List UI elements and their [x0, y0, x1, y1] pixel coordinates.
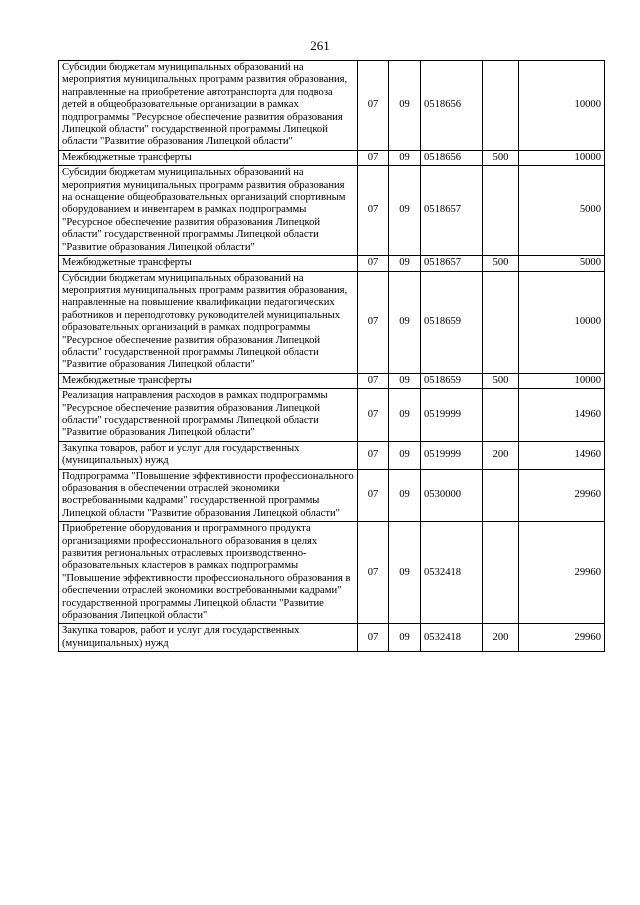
row-target-code: 0519999 [421, 389, 483, 442]
row-description: Реализация направления расходов в рамках подпрограммы "Ресурсное обеспечение развития образования Липецкой области" государственной программы Липецкой области "Развитие образования Липецкой области" [59, 389, 358, 442]
row-expense-type [483, 389, 519, 442]
table-row [59, 271, 605, 373]
row-subsection: 09 [389, 441, 421, 469]
row-subsection: 09 [389, 373, 421, 388]
row-subsection: 09 [389, 150, 421, 165]
row-expense-type: 200 [483, 441, 519, 469]
row-expense-type [483, 469, 519, 522]
row-sum: 5000 [519, 166, 605, 256]
table-row [59, 389, 605, 442]
row-target-code: 0518659 [421, 373, 483, 388]
row-sum: 10000 [519, 373, 605, 388]
row-description: Закупка товаров, работ и услуг для государственных (муниципальных) нужд [59, 441, 358, 469]
row-expense-type: 500 [483, 256, 519, 271]
row-expense-type: 500 [483, 373, 519, 388]
row-section: 07 [358, 469, 389, 522]
row-subsection: 09 [389, 469, 421, 522]
row-subsection: 09 [389, 271, 421, 373]
row-sum: 14960 [519, 441, 605, 469]
row-section: 07 [358, 624, 389, 652]
row-sum: 10000 [519, 150, 605, 165]
row-section: 07 [358, 271, 389, 373]
row-section: 07 [358, 522, 389, 624]
row-sum: 29960 [519, 469, 605, 522]
row-target-code: 0518657 [421, 256, 483, 271]
row-section: 07 [358, 389, 389, 442]
row-description: Субсидии бюджетам муниципальных образований на мероприятия муниципальных программ развития образования на оснащение общеобразовательных организаций спортивным оборудованием и инвентарем в рамках подпрограммы "Ресурсное обеспечение развития образования Липецкой области" государственной программы Липецкой области "Развитие образования Липецкой области" [59, 166, 358, 256]
row-sum: 5000 [519, 256, 605, 271]
table-row [59, 624, 605, 652]
table-row [59, 469, 605, 522]
row-expense-type: 200 [483, 624, 519, 652]
row-description: Субсидии бюджетам муниципальных образований на мероприятия муниципальных программ развития образования, направленные на повышение квалификации педагогических работников и переподготовку руководителей муниципальных образовательных организаций в рамках подпрограммы "Ресурсное обеспечение развития образования Липецкой области" государственной программы Липецкой области "Развитие образования Липецкой области" [59, 271, 358, 373]
row-section: 07 [358, 441, 389, 469]
row-section: 07 [358, 150, 389, 165]
row-section: 07 [358, 166, 389, 256]
row-section: 07 [358, 256, 389, 271]
row-subsection: 09 [389, 256, 421, 271]
row-description: Приобретение оборудования и программного продукта организациями профессионального образования в целях развития региональных отраслевых производственно-образовательных кластеров в рамках подпрограммы "Повышение эффективности профессионального образования в обеспечении отраслей экономики востребованными кадрами" государственной программы Липецкой области "Развитие образования Липецкой области" [59, 522, 358, 624]
row-target-code: 0532418 [421, 522, 483, 624]
row-sum: 14960 [519, 389, 605, 442]
table-row [59, 256, 605, 271]
row-subsection: 09 [389, 522, 421, 624]
row-sum: 29960 [519, 522, 605, 624]
row-section: 07 [358, 61, 389, 151]
page-number: 261 [310, 38, 330, 53]
table-row [59, 166, 605, 256]
row-target-code: 0530000 [421, 469, 483, 522]
row-subsection: 09 [389, 166, 421, 256]
row-sum: 10000 [519, 271, 605, 373]
row-target-code: 0518659 [421, 271, 483, 373]
row-description: Закупка товаров, работ и услуг для государственных (муниципальных) нужд [59, 624, 358, 652]
table-row [59, 441, 605, 469]
table-row [59, 150, 605, 165]
budget-table-body [59, 61, 605, 652]
row-target-code: 0518656 [421, 150, 483, 165]
row-section: 07 [358, 373, 389, 388]
row-target-code: 0532418 [421, 624, 483, 652]
row-expense-type [483, 522, 519, 624]
row-subsection: 09 [389, 389, 421, 442]
row-target-code: 0518656 [421, 61, 483, 151]
row-sum: 29960 [519, 624, 605, 652]
row-subsection: 09 [389, 624, 421, 652]
row-subsection: 09 [389, 61, 421, 151]
row-description: Подпрограмма "Повышение эффективности профессионального образования в обеспечении отраслей экономики востребованными кадрами" государственной программы Липецкой области "Развитие образования Липецкой области" [59, 469, 358, 522]
row-target-code: 0519999 [421, 441, 483, 469]
table-row [59, 61, 605, 151]
row-sum: 10000 [519, 61, 605, 151]
row-description: Межбюджетные трансферты [59, 150, 358, 165]
row-target-code: 0518657 [421, 166, 483, 256]
row-description: Межбюджетные трансферты [59, 256, 358, 271]
row-expense-type [483, 61, 519, 151]
budget-table [58, 60, 605, 652]
row-expense-type [483, 166, 519, 256]
table-row [59, 522, 605, 624]
row-expense-type: 500 [483, 150, 519, 165]
row-description: Субсидии бюджетам муниципальных образований на мероприятия муниципальных программ развития образования, направленные на приобретение автотранспорта для подвоза детей в общеобразовательные организации в рамках подпрограммы "Ресурсное обеспечение развития образования Липецкой области" государственной программы Липецкой области "Развитие образования Липецкой области" [59, 61, 358, 151]
table-row [59, 373, 605, 388]
row-description: Межбюджетные трансферты [59, 373, 358, 388]
row-expense-type [483, 271, 519, 373]
